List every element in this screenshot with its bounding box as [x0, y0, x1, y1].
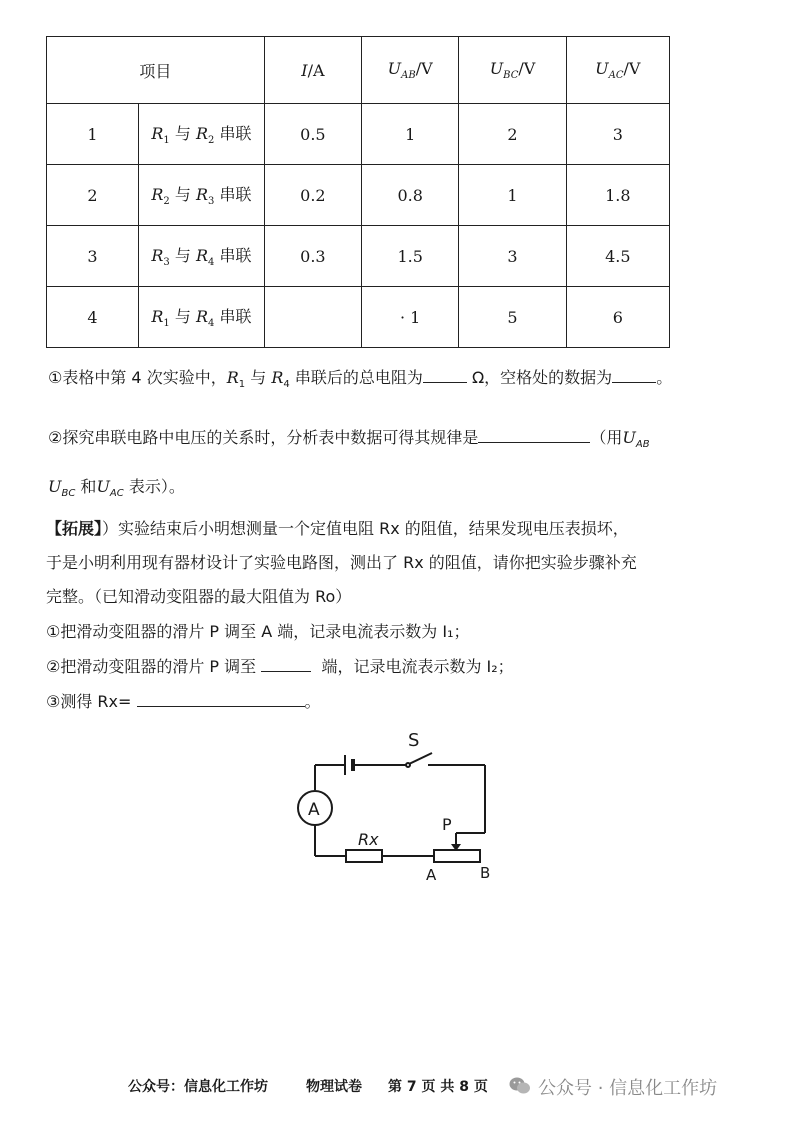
- extension-line-3: 完整。（已知滑动变阻器的最大阻值为 Ro）: [46, 587, 352, 606]
- row-uab: · 1: [361, 287, 458, 348]
- row-uac: 6: [566, 287, 669, 348]
- step-3: ③测得 Rx= 。: [46, 692, 321, 711]
- resistor-rx: [346, 850, 382, 862]
- table-row: [47, 165, 670, 226]
- ammeter-label: A: [308, 800, 320, 820]
- row-number: 2: [47, 165, 139, 226]
- step-2: ②把滑动变阻器的滑片 P 调至 端，记录电流表示数为 I₂；: [46, 657, 514, 676]
- row-ubc: 1: [459, 165, 566, 226]
- answer-blank-rx[interactable]: [137, 690, 305, 707]
- row-current: 0.5: [264, 104, 361, 165]
- row-uac: 1.8: [566, 165, 669, 226]
- step-1: ①把滑动变阻器的滑片 P 调至 A 端，记录电流表示数为 I₁；: [46, 622, 470, 641]
- resistor-label: Rx: [358, 830, 379, 849]
- row-combo: $R_1$ 与 $R_2$ 串联: [139, 104, 265, 165]
- row-uab: 1.5: [361, 226, 458, 287]
- row-uac: 3: [566, 104, 669, 165]
- slider-label: P: [442, 815, 452, 834]
- row-uab: 1: [361, 104, 458, 165]
- end-a-label: A: [426, 866, 437, 884]
- data-table: [46, 36, 670, 348]
- answer-blank-resistance[interactable]: [423, 366, 467, 383]
- row-number: 3: [47, 226, 139, 287]
- row-ubc: 3: [459, 226, 566, 287]
- row-uac: 4.5: [566, 226, 669, 287]
- answer-blank-rule[interactable]: [478, 426, 590, 443]
- table-row: [47, 104, 670, 165]
- row-uab: 0.8: [361, 165, 458, 226]
- question-2: ②探究串联电路中电压的关系时，分析表中数据可得其规律是 （用$U_{AB}$: [48, 428, 650, 451]
- header-uac: $U_{AC}/V$: [566, 37, 669, 104]
- end-b-label: B: [480, 864, 491, 882]
- question-1: ①表格中第 4 次实验中，$R_1$ 与 $R_4$ 串联后的总电阻为 Ω，空格处的数据为 。: [48, 368, 673, 391]
- footer-page: 第 7 页 共 8 页: [388, 1079, 488, 1095]
- table-row: [47, 226, 670, 287]
- table-row: [47, 287, 670, 348]
- header-item: 项目: [47, 37, 265, 104]
- header-uab: $U_{AB}/V$: [361, 37, 458, 104]
- wechat-icon: [509, 1076, 529, 1094]
- row-combo: $R_3$ 与 $R_4$ 串联: [139, 226, 265, 287]
- answer-blank-end[interactable]: [261, 655, 311, 672]
- footer-account: 公众号：信息化工作坊: [128, 1079, 268, 1095]
- switch-label: S: [408, 730, 420, 751]
- circuit-diagram: [280, 728, 520, 888]
- table-header-row: [47, 37, 670, 104]
- row-current-blank: [264, 287, 361, 348]
- row-combo: $R_2$ 与 $R_3$ 串联: [139, 165, 265, 226]
- question-2-continued: $U_{BC}$ 和$U_{AC}$ 表示）。: [48, 477, 185, 500]
- extension-line-1: 【拓展】）实验结束后小明想测量一个定值电阻 Rx 的阻值，结果发现电压表损坏，: [46, 519, 629, 538]
- row-combo: $R_1$ 与 $R_4$ 串联: [139, 287, 265, 348]
- row-number: 4: [47, 287, 139, 348]
- row-ubc: 2: [459, 104, 566, 165]
- watermark: 公众号 · 信息化工作坊: [538, 1078, 718, 1099]
- rheostat: [434, 850, 480, 862]
- header-ubc: $U_{BC}/V$: [459, 37, 566, 104]
- row-ubc: 5: [459, 287, 566, 348]
- switch-blade: [409, 753, 432, 764]
- row-current: 0.3: [264, 226, 361, 287]
- answer-blank-current[interactable]: [612, 366, 656, 383]
- row-number: 1: [47, 104, 139, 165]
- footer-subject: 物理试卷: [306, 1079, 362, 1095]
- extension-line-2: 于是小明利用现有器材设计了实验电路图，测出了 Rx 的阻值，请你把实验步骤补充: [46, 553, 637, 572]
- header-current: I/A: [264, 37, 361, 104]
- row-current: 0.2: [264, 165, 361, 226]
